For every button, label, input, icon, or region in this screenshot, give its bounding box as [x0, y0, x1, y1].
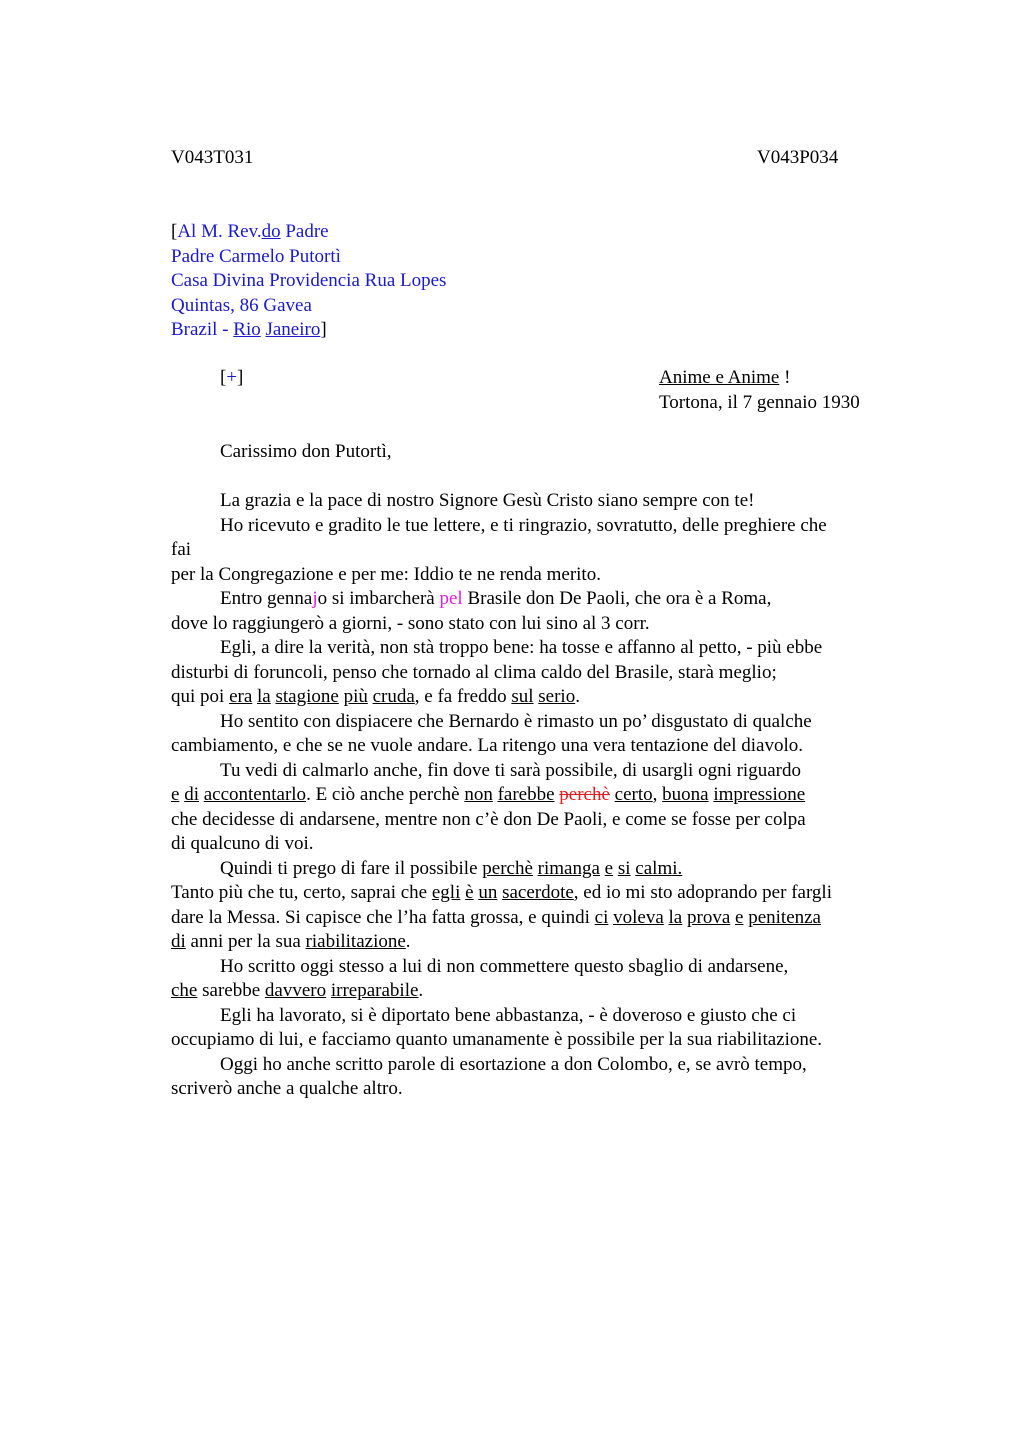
address-block — [171, 220, 446, 343]
body-line: Egli, a dire la verità, non stà troppo bene: ha tosse e affanno al petto, - più ebbe — [220, 637, 823, 658]
body-line: che decidesse di andarsene, mentre non c’è don De Paoli, e come se fosse per colpa — [171, 808, 806, 830]
body-line: Entro gennajo si imbarcherà pel Brasile don De Paoli, che ora è a Roma, — [220, 588, 772, 609]
address-line-3: Casa Divina Providencia Rua Lopes — [171, 270, 447, 291]
address-line-2: Padre Carmelo Putortì — [171, 245, 341, 267]
body-line: di anni per la sua riabilitazione. — [171, 931, 411, 952]
body-line: Oggi ho anche scritto parole di esortazione a don Colombo, e, se avrò tempo, — [220, 1053, 807, 1075]
address-line-1: [Al M. Rev.do Padre — [171, 221, 329, 242]
deleted-word: perchè — [559, 784, 610, 805]
address-line-4: Quintas, 86 Gavea — [171, 294, 312, 316]
address-line-5: Brazil - Rio Janeiro] — [171, 319, 327, 340]
letter-body — [171, 489, 901, 1102]
body-line: Tu vedi di calmarlo anche, fin dove ti sarà possibile, di usargli ogni riguardo — [220, 759, 801, 781]
body-line: Quindi ti prego di fare il possibile perchè rimanga e si calmi. — [220, 857, 683, 879]
dateline: Tortona, il 7 gennaio 1930 — [659, 392, 860, 413]
body-line: qui poi era la stagione più cruda, e fa freddo sul serio. — [171, 686, 580, 707]
salutation: Carissimo don Putortì, — [220, 441, 392, 462]
body-line: Ho scritto oggi stesso a lui di non commettere questo sbaglio di andarsene, — [220, 955, 789, 977]
document-code-left: V043T031 — [171, 147, 254, 168]
body-line: scriverò anche a qualche altro. — [171, 1078, 403, 1099]
body-line: Egli ha lavorato, si è diportato bene abbastanza, - è doveroso e giusto che ci — [220, 1004, 797, 1026]
body-line: disturbi di foruncoli, penso che tornado al clima caldo del Brasile, starà meglio; — [171, 661, 777, 683]
motto: Anime e Anime ! — [659, 367, 791, 388]
body-line: dare la Messa. Si capisce che l’ha fatta grossa, e quindi ci voleva la prova e penitenza — [171, 906, 821, 928]
cross-icon: + — [226, 367, 238, 388]
body-line: che sarebbe davvero irreparabile. — [171, 980, 424, 1001]
body-line: fai — [171, 539, 192, 560]
body-line: La grazia e la pace di nostro Signore Gesù Cristo siano sempre con te! — [220, 490, 755, 511]
correction-mark: j — [312, 588, 318, 609]
cross-mark: [+] — [220, 367, 244, 388]
body-line: e di accontentarlo. E ciò anche perchè non farebbe perchè certo, buona impressione — [171, 784, 806, 805]
body-line: dove lo raggiungerò a giorni, - sono stato con lui sino al 3 corr. — [171, 612, 650, 634]
body-line: di qualcuno di voi. — [171, 833, 314, 854]
body-line: occupiamo di lui, e facciamo quanto umanamente è possibile per la sua riabilitazione. — [171, 1029, 823, 1050]
body-line: cambiamento, e che se ne vuole andare. La ritengo una vera tentazione del diavolo. — [171, 735, 804, 756]
body-line: per la Congregazione e per me: Iddio te ne renda merito. — [171, 563, 601, 585]
document-code-right: V043P034 — [757, 147, 839, 168]
body-line: Ho sentito con dispiacere che Bernardo è rimasto un po’ disgustato di qualche — [220, 710, 812, 732]
body-line: Tanto più che tu, certo, saprai che egli è un sacerdote, ed io mi sto adoprando per fargli — [171, 882, 832, 903]
correction-mark: pel — [439, 588, 463, 609]
body-line: Ho ricevuto e gradito le tue lettere, e ti ringrazio, sovratutto, delle preghiere che — [220, 514, 827, 536]
